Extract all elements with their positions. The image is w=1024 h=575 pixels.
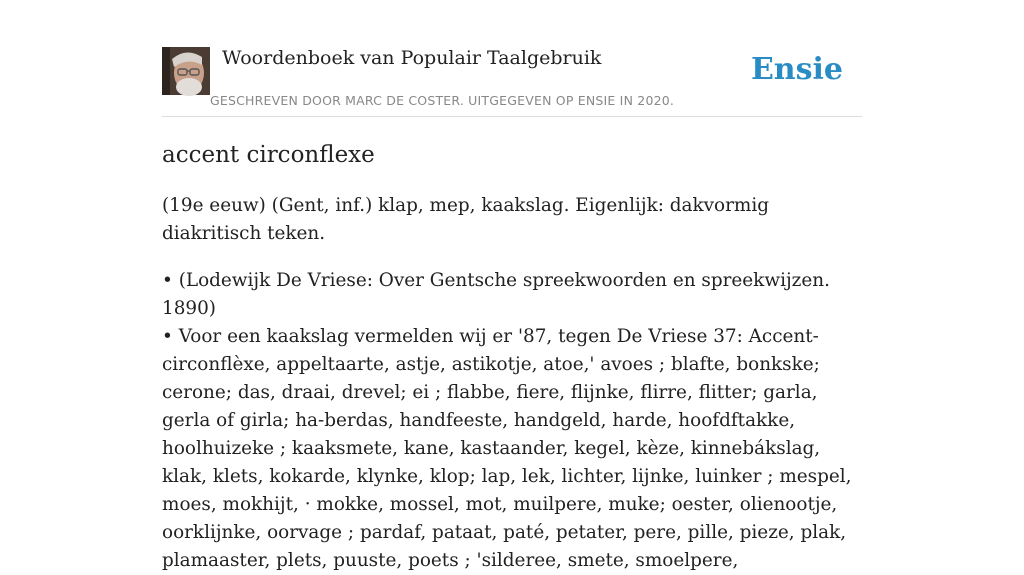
quote-source: • (Lodewijk De Vriese: Over Gentsche spreekwoorden en spreekwijzen. 1890): [162, 270, 830, 319]
book-title[interactable]: Woordenboek van Populair Taalgebruik: [222, 47, 602, 69]
ensie-logo[interactable]: Ensie: [750, 52, 843, 87]
entry-quotes: [162, 267, 862, 575]
byline: GESCHREVEN DOOR MARC DE COSTER. UITGEGEVEN OP ENSIE IN 2020.: [210, 93, 675, 108]
entry-title: accent circonflexe: [162, 142, 375, 168]
author-avatar[interactable]: [162, 47, 210, 95]
author-photo-icon: [162, 47, 210, 95]
quote-text: • Voor een kaakslag vermelden wij er '87, tegen De Vriese 37: Accent-circonflèxe, appeltaarte, astje, astikotje, atoe,' avoes ; blafte, bonkske; cerone; das, draai, drevel; ei ; flabbe, fiere, flijnke, flirre, flitter; garla, gerla of girla; ha-berdas, handfeeste, handgeld, harde, hoofdftakke, hoolhuizeke ; kaaksmete, kane, kastaander, kegel, kèze, kinnebákslag, klak, klets, kokarde, klynke, klop; lap, lek, lichter, lijnke, luinker ; mespel, moes, mokhijt, · mokke, mossel, mot, muilpere, muke; oester, olienootje, oorklijnke, oorvage ; pardaf, pataat, paté, petater, pere, pille, pieze, plak, plamaaster, plets, puuste, poets ; 'silderee, smete, smoelpere,: [162, 326, 852, 571]
header: [162, 0, 862, 117]
entry-definition: (19e eeuw) (Gent, inf.) klap, mep, kaakslag. Eigenlijk: dakvormig diakritisch teken.: [162, 195, 769, 244]
page-container: [162, 0, 862, 571]
